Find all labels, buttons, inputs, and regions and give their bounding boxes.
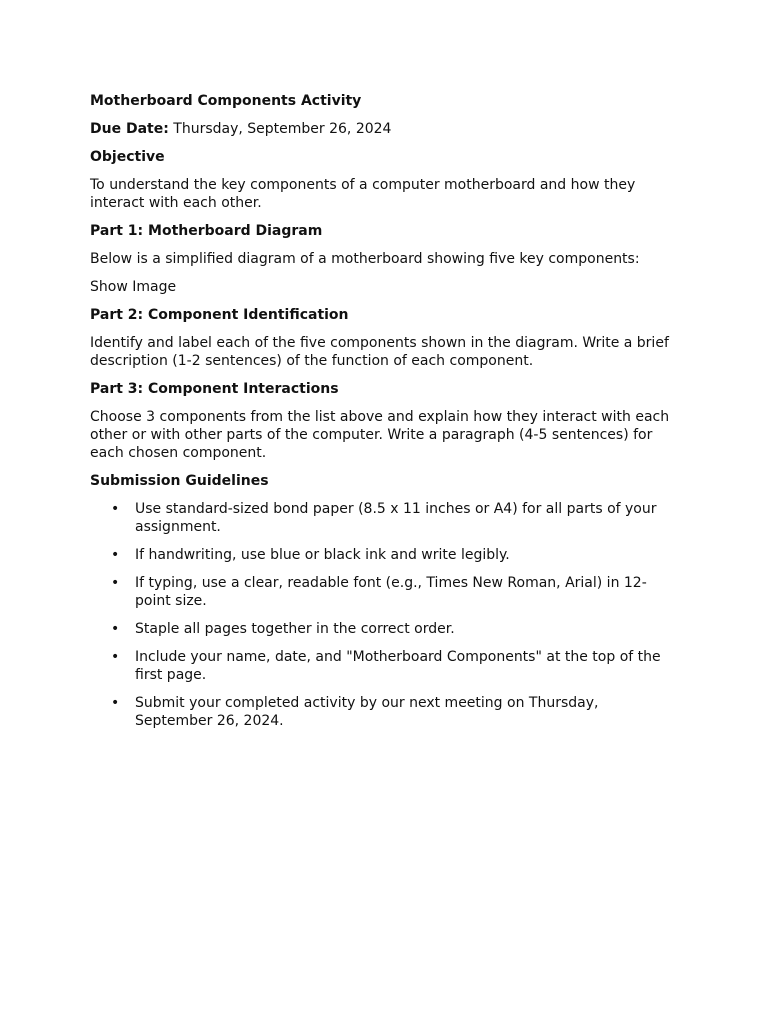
list-item	[111, 620, 680, 638]
due-date-line	[90, 120, 680, 138]
list-item	[111, 500, 680, 536]
list-item-text: If handwriting, use blue or black ink and write legibly.	[135, 547, 510, 563]
objective-text: To understand the key components of a computer motherboard and how they interact with each other.	[90, 177, 636, 211]
part3-text: Choose 3 components from the list above and explain how they interact with each other or with other parts of the computer. Write a paragraph (4-5 sentences) for each chosen component.	[90, 409, 670, 461]
show-image-link[interactable]: Show Image	[90, 279, 177, 295]
document-title: Motherboard Components Activity	[90, 93, 362, 109]
bullet-icon: •	[111, 621, 120, 637]
list-item-text: Submit your completed activity by our next meeting on Thursday, September 26, 2024.	[135, 695, 599, 729]
list-item	[111, 574, 680, 610]
list-item-text: Staple all pages together in the correct order.	[135, 621, 455, 637]
submission-guidelines-list	[90, 500, 680, 730]
part2-text: Identify and label each of the five components shown in the diagram. Write a brief description (1-2 sentences) of the function of each component.	[90, 335, 669, 369]
list-item	[111, 694, 680, 730]
list-item	[111, 648, 680, 684]
bullet-icon: •	[111, 501, 120, 517]
bullet-icon: •	[111, 547, 120, 563]
part1-text: Below is a simplified diagram of a motherboard showing five key components:	[90, 251, 640, 267]
list-item-text: Include your name, date, and "Motherboard Components" at the top of the first page.	[135, 649, 661, 683]
bullet-icon: •	[111, 649, 120, 665]
part1-heading: Part 1: Motherboard Diagram	[90, 223, 323, 239]
bullet-icon: •	[111, 575, 120, 591]
due-date-value: Thursday, September 26, 2024	[173, 121, 392, 137]
list-item-text: Use standard-sized bond paper (8.5 x 11 inches or A4) for all parts of your assignment.	[135, 501, 657, 535]
bullet-icon: •	[111, 695, 120, 711]
due-date-label: Due Date:	[90, 121, 169, 137]
part3-heading: Part 3: Component Interactions	[90, 381, 339, 397]
submission-heading: Submission Guidelines	[90, 473, 269, 489]
part2-heading: Part 2: Component Identification	[90, 307, 349, 323]
objective-heading: Objective	[90, 149, 165, 165]
list-item	[111, 546, 680, 564]
document-page	[90, 92, 680, 740]
list-item-text: If typing, use a clear, readable font (e.g., Times New Roman, Arial) in 12-point size.	[135, 575, 647, 609]
